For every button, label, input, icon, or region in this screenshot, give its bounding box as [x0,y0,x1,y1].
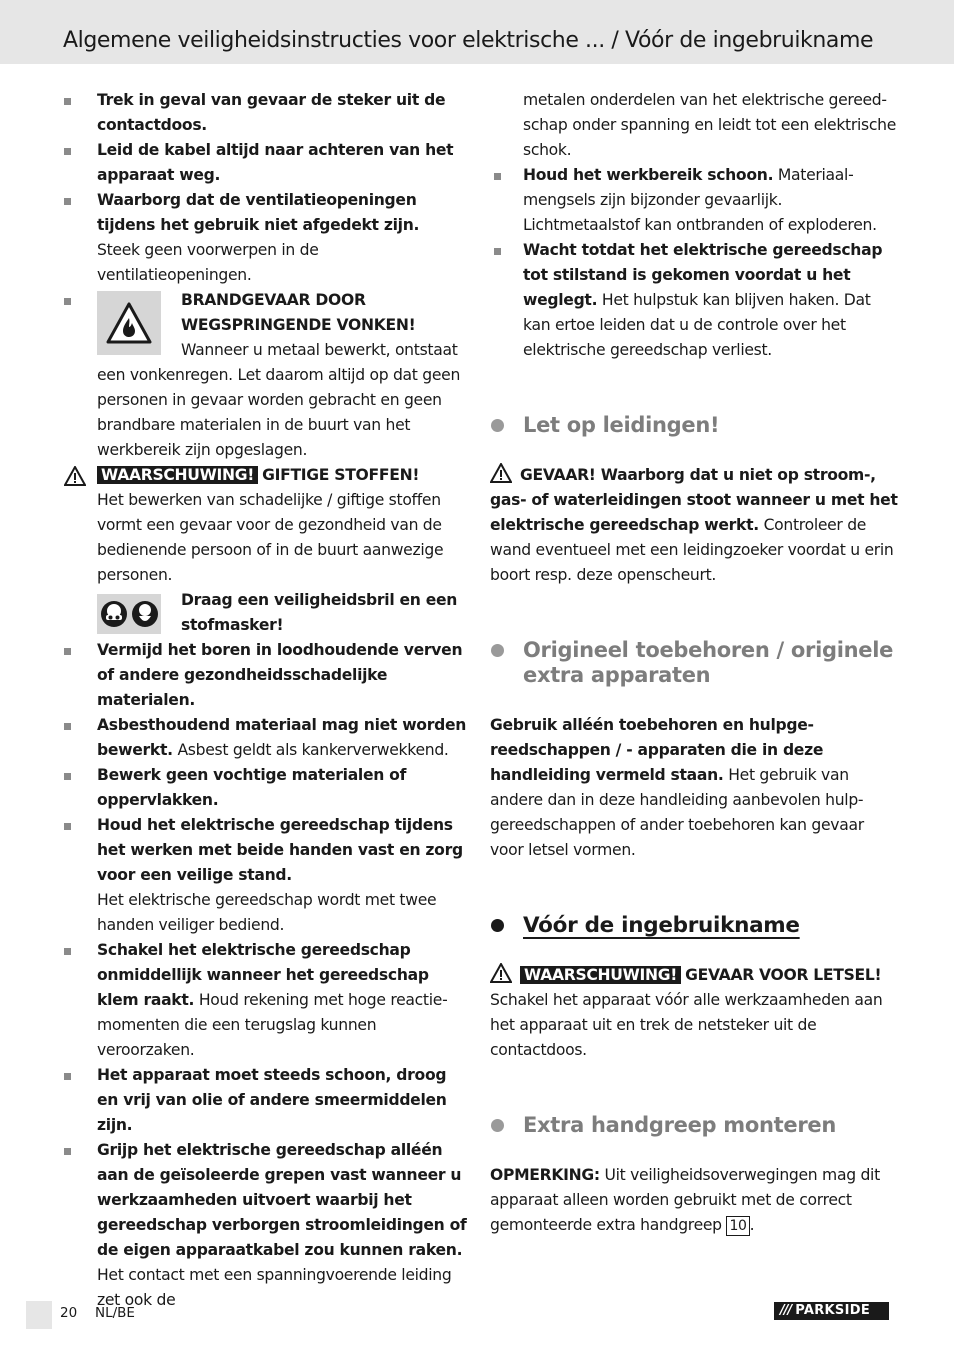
brand-logo: /// PARKSIDE [774,1302,889,1320]
section-heading-toebehoren: Origineel toebehoren / originele extra apparaten [490,638,900,688]
page-number: 20 [60,1305,78,1321]
list-item: Houd het werkbereik schoon. Materiaalmengsels zijn bijzonder gevaarlijk. Lichtmetaalstof kan ontbranden of exploderen. [490,163,900,238]
list-item: Waarborg dat de ventilatieopeningen tijdens het gebruik niet afgedekt zijn. [60,188,470,238]
list-item: Schakel het elektrische gereedschap onmiddellijk wanneer het gereedschap klem raakt. Houd rekening met hoge reactiemomenten die een terugslag kunnen veroorzaken. [60,938,470,1063]
section-heading-ingebruikname: Vóór de ingebruikname [490,913,900,938]
section-body-handgreep: OPMERKING: Uit veiligheidsoverwegingen mag dit apparaat alleen worden gebruikt met de correct gemonteerde extra handgreep 10 . [490,1166,880,1234]
list-item: Bewerk geen vochtige materialen of oppervlakken. [60,763,470,813]
body-text: Steek geen voorwerpen in de ventilatieopeningen. [97,241,319,284]
body-text: metalen onderdelen van het elektrische gereedschap onder spanning en leidt tot een elektrische schok. [523,91,896,159]
ppe-block [60,588,470,638]
list-item: Grijp het elektrische gereedschap alléén aan de geïsoleerde grepen vast wanneer u werkzaamheden uitvoert waarbij het gereedschap verborgen stroomleidingen of de eigen apparaatkabel zou kunnen raken. Het contact met een spanningvoerende leiding zet ook de [60,1138,470,1313]
warning-heading: WAARSCHUWING! GIFTIGE STOFFEN! [60,463,470,488]
warning-tag: WAARSCHUWING! [520,966,681,984]
warning-tag: WAARSCHUWING! [97,466,258,484]
section-body-leidingen: GEVAAR! Waarborg dat u niet op stroom-, gas- of waterleidingen stoot wanneer u met het elektrische gereedschap werkt. Controleer de wand eventueel met een leidingzoeker voordat u erin boort resp. deze openscheurt. [490,463,900,588]
fire-heading-1: BRANDGEVAAR DOOR [181,291,366,309]
warning-icon [490,963,512,983]
section-body-toebehoren: Gebruik alléén toebehoren en hulpgereedschappen / - apparaten die in deze handleiding vermeld staan. Het gebruik van andere dan in deze handleiding aanbevolen hulpgereedschappen of ander toebehoren kan gevaar voor letsel vormen. [490,716,864,859]
section-body-ingebruikname: WAARSCHUWING! GEVAAR VOOR LETSEL! Schakel het apparaat vóór alle werkzaamheden aan het apparaat uit en trek de netsteker uit de contactdoos. [490,963,900,1063]
section-heading-handgreep: Extra handgreep monteren [490,1113,900,1138]
body-text: Het elektrische gereedschap wordt met twee handen veiliger bediend. [97,891,437,934]
left-column [60,88,470,1313]
body-text: Het bewerken van schadelijke / giftige stoffen vormt een gevaar voor de gezondheid van de bedienende persoon of in de buurt aanwezige personen. [97,491,444,584]
warning-icon [490,463,512,483]
list-item: Asbesthoudend materiaal mag niet worden bewerkt. Asbest geldt als kankerverwekkend. [60,713,470,763]
section-heading-leidingen: Let op leidingen! [490,413,900,438]
warning-icon [64,466,86,486]
list-item: Leid de kabel altijd naar achteren van het apparaat weg. [60,138,470,188]
fire-warning-block [60,288,470,363]
right-column [490,88,900,1238]
list-item: Het apparaat moet steeds schoon, droog en vrij van olie of andere smeermiddelen zijn. [60,1063,470,1138]
part-reference: 10 [726,1216,749,1236]
page-title: Algemene veiligheidsinstructies voor elektrische ... / Vóór de ingebruikname [63,28,874,53]
list-item: Wacht totdat het elektrische gereedschap tot stilstand is gekomen voordat u het weglegt. Het hulpstuk kan blijven haken. Dat kan ertoe leiden dat u de controle over het elektrische gereedschap verliest. [490,238,900,363]
ppe-text: Draag een veiligheidsbril en een stofmasker! [181,591,458,634]
list-item: Trek in geval van gevaar de steker uit de contactdoos. [60,88,470,138]
footer-box [26,1301,52,1329]
body-text: een vonkenregen. Let daarom altijd op dat geen personen in gevaar worden gebracht en geen brandbare materialen in de buurt van het werkbereik zijn opgeslagen. [97,366,461,459]
fire-heading-2: WEGSPRINGENDE VONKEN! [181,316,416,334]
list-item: Vermijd het boren in loodhoudende verven of andere gezondheidsschadelijke materialen. [60,638,470,713]
body-text: Wanneer u metaal bewerkt, ontstaat [181,341,458,359]
language-code: NL/BE [95,1305,135,1321]
list-item: Houd het elektrische gereedschap tijdens het werken met beide handen vast en zorg voor een veilige stand. [60,813,470,888]
